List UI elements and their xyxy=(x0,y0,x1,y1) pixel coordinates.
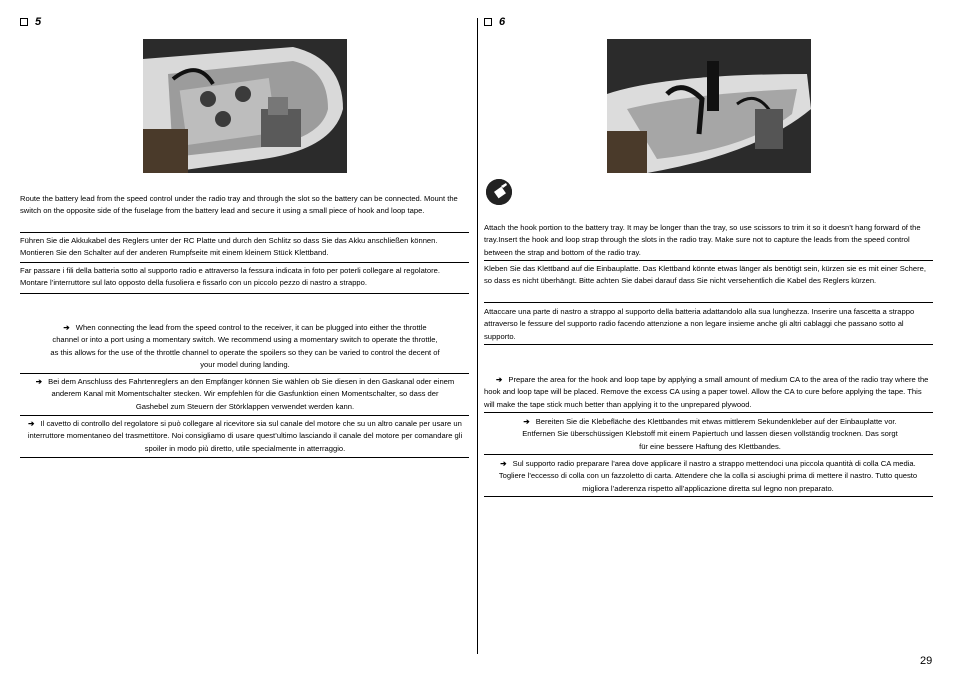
step-6-note-it: ➔ Sul supporto radio preparare l’area dove applicare il nastro a strappo mettendoci una piccola quantità di colla CA media. Togliere l’eccesso di colla con un fazzoletto di carta. Attendere che la colla si asciughi prima di mettere il nastro. Tutto questo migliora l’aderenza rispetto all’applicazione diretta sul legno non preparato. xyxy=(498,459,918,493)
step-5-note-de: ➔ Bei dem Anschluss des Fahrtenreglers an den Empfänger können Sie wählen ob Sie diesen in den Gaskanal oder einem anderem Kanal mit Momentschalter stecken. Wir empfehlen für die Gasfunktion einen Momentschalter, so dass der Gashebel zum Steuern der Störklappen verwendet werden kann. xyxy=(35,377,455,411)
step-6-instruction-en: Attach the hook portion to the battery tray. It may be longer than the tray, so use scissors to trim it so it doesn’t hang forward of the tray.Insert the hook and loop strap through the slots in the radio tray. Make sure not to capture the leads from the speed control between the strap and bottom of the radio tray. xyxy=(484,223,921,257)
step-6-note-de: ➔ Bereiten Sie die Klebefläche des Klettbandes mit etwas mittlerem Sekundenkleber auf der Einbauplatte vor. Entfernen Sie überschüssigen Klebstoff mit einem Papiertuch und lassen diesen vollständig trocknen. Das sorgt für eine bessere Haftung des Klettbandes. xyxy=(522,417,898,451)
page-number: 29 xyxy=(920,655,933,667)
step-6-instruction-it: Attaccare una parte di nastro a strappo al supporto della batteria adattandolo alla sua lunghezza. Inserire una fascetta a strappo attraverso le fessure del supporto radio facendo attenzione a non legare insieme anche gli altri cablaggi che passano sotto al supporto. xyxy=(484,307,915,341)
divider xyxy=(484,344,933,345)
step-6-photo xyxy=(607,39,811,173)
step-5-instruction-it: Far passare i fili della batteria sotto al supporto radio e attraverso la fessura indicata in foto per poterli collegare al regolatore. Montare l’interruttore sul lato opposto della fusoliera e fissarlo con un piccolo pezzo di nastro a strappo. xyxy=(20,266,440,288)
right-arrow-icon: ➔ xyxy=(28,419,35,428)
step-5-note-it: ➔ Il cavetto di controllo del regolatore si può collegare al ricevitore sia sul canale del motore che su un altro canale per usare un interruttore momentaneo del trasmettitore. Noi consigliamo di usare quest’ultimo lasciando il canale del motore per comandare gli spoiler in modo più diretto, utile specialmente in atterraggio. xyxy=(27,419,463,453)
step-5-instruction-en: Route the battery lead from the speed control under the radio tray and through the slot so the battery can be connected. Mount the switch on the opposite side of the fuselage from the battery lead and secure it using a small piece of hook and loop tape. xyxy=(20,194,458,216)
divider xyxy=(20,293,469,294)
checkbox-icon xyxy=(484,18,492,26)
step-6-instruction-de: Kleben Sie das Klettband auf die Einbauplatte. Das Klettband könnte etwas länger als benötigt sein, kürzen sie es mit einer Schere, so dass es nicht überhängt. Bitte achten Sie dabei darauf dass Sie nicht versehentlich die Kabel des Reglers kürzen. xyxy=(484,264,926,286)
step-5-photo xyxy=(143,39,347,173)
divider xyxy=(484,496,933,497)
step-5-heading: 5 xyxy=(20,16,41,28)
divider xyxy=(20,415,469,416)
right-arrow-icon: ➔ xyxy=(496,375,503,384)
right-arrow-icon: ➔ xyxy=(63,323,70,332)
right-arrow-icon: ➔ xyxy=(500,459,507,468)
step-6-note-en: ➔ Prepare the area for the hook and loop tape by applying a small amount of medium CA to the area of the radio tray where the hook and loop tape will be placed. Remove the excess CA using a paper towel. Allow the CA to cure before applying the tape. This will make the tape stick much better than applying it to the unprepared plywood. xyxy=(484,375,929,409)
step-5-note-en: ➔ When connecting the lead from the speed control to the receiver, it can be plugged into either the throttle channel or into a port using a momentary switch. We recommend using a momentary switch to operate the throttle, as this allows for the use of the throttle channel to operate the spoilers so they can be varied to control the decent of your model during landing. xyxy=(50,323,440,370)
divider xyxy=(484,454,933,455)
divider xyxy=(20,457,469,458)
fuselage-battery-strap-image xyxy=(607,39,811,173)
divider xyxy=(20,232,469,233)
step-6-heading: 6 xyxy=(484,16,505,28)
divider xyxy=(20,262,469,263)
divider xyxy=(484,302,933,303)
fuselage-radio-tray-image xyxy=(143,39,347,173)
column-divider xyxy=(477,18,478,654)
divider xyxy=(484,260,933,261)
divider xyxy=(20,373,469,374)
right-arrow-icon: ➔ xyxy=(35,377,43,386)
glue-bottle-icon xyxy=(486,179,512,205)
checkbox-icon xyxy=(20,18,28,26)
right-arrow-icon: ➔ xyxy=(523,417,530,426)
divider xyxy=(484,412,933,413)
step-5-instruction-de: Führen Sie die Akkukabel des Reglers unter der RC Platte und durch den Schlitz so dass Sie das Akku anschließen können. Montieren Sie den Schalter auf der anderen Rumpfseite mit einem kleinem Stück Klettband. xyxy=(20,236,438,258)
